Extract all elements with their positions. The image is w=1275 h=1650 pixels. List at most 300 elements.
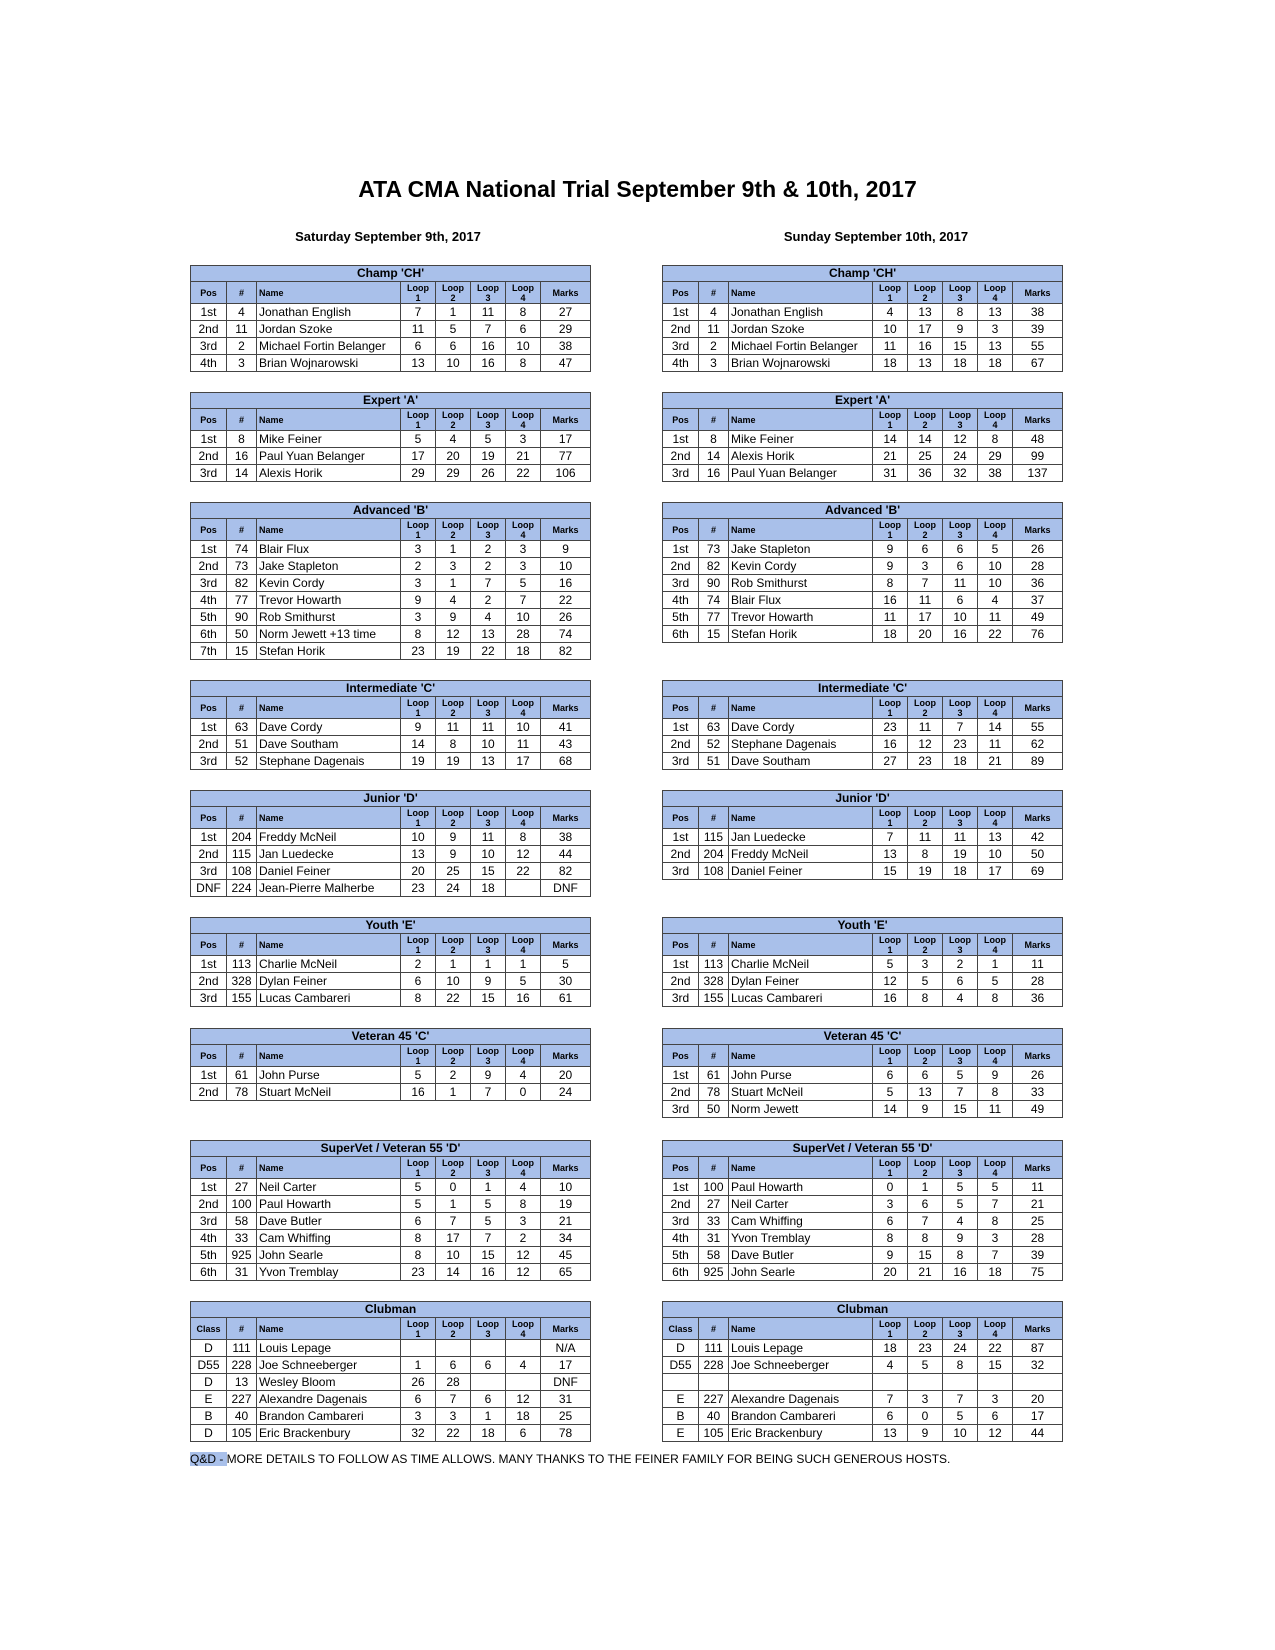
loop4-cell: 6 [506, 321, 541, 338]
column-header-loop [943, 934, 978, 956]
loop2-cell: 25 [908, 448, 943, 465]
number-cell: 2 [227, 338, 257, 355]
table-row [191, 355, 591, 372]
loop4-cell: 4 [506, 1357, 541, 1374]
loop4-cell: 8 [506, 829, 541, 846]
loop2-cell: 3 [908, 1391, 943, 1408]
column-header-loop [506, 1157, 541, 1179]
loop2-cell: 8 [908, 990, 943, 1007]
number-cell: 15 [699, 626, 729, 643]
loop1-cell: 0 [873, 1179, 908, 1196]
loop1-cell: 8 [873, 575, 908, 592]
loop4-cell: 9 [978, 1067, 1013, 1084]
table-row [663, 1196, 1063, 1213]
loop3-cell: 9 [943, 321, 978, 338]
position-cell: 7th [191, 643, 227, 660]
loop2-cell: 20 [908, 626, 943, 643]
loop2-cell: 5 [908, 973, 943, 990]
marks-cell: 38 [541, 338, 591, 355]
column-header-number: # [227, 1318, 257, 1340]
table-row [663, 355, 1063, 372]
column-header-name: Name [257, 807, 401, 829]
column-header-number: # [699, 697, 729, 719]
column-header-loop [401, 1045, 436, 1067]
position-cell: 4th [191, 355, 227, 372]
marks-cell: 11 [1013, 956, 1063, 973]
marks-cell: 22 [541, 592, 591, 609]
column-header-name: Name [257, 282, 401, 304]
column-header-number: # [227, 282, 257, 304]
loop3-cell: 7 [471, 1084, 506, 1101]
loop-label: Loop [984, 519, 1006, 530]
loop2-cell: 17 [908, 609, 943, 626]
category-title: Advanced 'B' [663, 503, 1063, 519]
loop4-cell: 8 [506, 355, 541, 372]
marks-cell [1013, 1374, 1063, 1391]
column-header-loop [873, 409, 908, 431]
position-cell: 2nd [663, 1196, 699, 1213]
marks-cell: 42 [1013, 829, 1063, 846]
loop2-cell: 15 [908, 1247, 943, 1264]
loop3-cell: 9 [471, 973, 506, 990]
name-cell: Daniel Feiner [729, 863, 873, 880]
loop-label: Loop [407, 282, 429, 293]
loop4-cell: 13 [978, 338, 1013, 355]
number-cell: 113 [699, 956, 729, 973]
saturday-results-table [190, 1028, 591, 1101]
loop-number: 3 [485, 817, 491, 828]
table-row [191, 1357, 591, 1374]
loop1-cell: 23 [401, 1264, 436, 1281]
loop4-cell: 18 [978, 355, 1013, 372]
loop3-cell: 22 [471, 643, 506, 660]
loop2-cell: 5 [908, 1357, 943, 1374]
table-row [191, 1196, 591, 1213]
number-cell: 115 [699, 829, 729, 846]
number-cell: 108 [699, 863, 729, 880]
column-header-loop [401, 519, 436, 541]
column-header-marks: Marks [541, 1045, 591, 1067]
column-header-name: Name [729, 519, 873, 541]
column-header-first: Pos [191, 1045, 227, 1067]
loop4-cell: 3 [506, 431, 541, 448]
marks-cell: N/A [541, 1340, 591, 1357]
column-header-number: # [699, 1045, 729, 1067]
loop-number: 2 [922, 817, 928, 828]
name-cell: John Purse [257, 1067, 401, 1084]
column-header-loop [471, 934, 506, 956]
loop3-cell: 16 [943, 626, 978, 643]
loop4-cell [978, 1374, 1013, 1391]
position-cell: D [191, 1374, 227, 1391]
position-cell: E [191, 1391, 227, 1408]
loop2-cell: 6 [436, 338, 471, 355]
loop1-cell: 3 [401, 575, 436, 592]
loop-label: Loop [949, 409, 971, 420]
loop1-cell: 2 [401, 558, 436, 575]
loop4-cell: 11 [978, 736, 1013, 753]
saturday-results-table [190, 1140, 591, 1281]
loop-label: Loop [984, 697, 1006, 708]
number-cell: 74 [227, 541, 257, 558]
column-header-loop [873, 697, 908, 719]
loop-label: Loop [879, 697, 901, 708]
loop2-cell: 3 [908, 558, 943, 575]
loop-number: 2 [922, 292, 928, 303]
marks-cell: 82 [541, 643, 591, 660]
category-title: Intermediate 'C' [191, 681, 591, 697]
position-cell: 2nd [663, 846, 699, 863]
number-cell: 155 [227, 990, 257, 1007]
loop4-cell: 22 [506, 465, 541, 482]
column-header-first: Pos [191, 934, 227, 956]
name-cell: Lucas Cambareri [257, 990, 401, 1007]
loop2-cell: 23 [908, 753, 943, 770]
loop4-cell: 4 [506, 1179, 541, 1196]
table-row [191, 1340, 591, 1357]
position-cell: 3rd [663, 990, 699, 1007]
number-cell: 63 [227, 719, 257, 736]
name-cell: Alexis Horik [257, 465, 401, 482]
loop-label: Loop [914, 282, 936, 293]
number-cell: 4 [227, 304, 257, 321]
loop4-cell: 11 [506, 736, 541, 753]
column-header-marks: Marks [541, 807, 591, 829]
number-cell: 228 [227, 1357, 257, 1374]
position-cell: E [663, 1425, 699, 1442]
name-cell: Cam Whiffing [257, 1230, 401, 1247]
loop2-cell: 14 [436, 1264, 471, 1281]
loop2-cell: 7 [908, 575, 943, 592]
column-header-number: # [699, 1318, 729, 1340]
loop-label: Loop [949, 934, 971, 945]
loop-number: 4 [520, 1167, 526, 1178]
column-header-loop [873, 807, 908, 829]
loop3-cell: 24 [943, 1340, 978, 1357]
marks-cell: 33 [1013, 1084, 1063, 1101]
loop3-cell: 5 [471, 1213, 506, 1230]
loop2-cell: 20 [436, 448, 471, 465]
column-header-name: Name [729, 697, 873, 719]
loop-number: 4 [520, 1328, 526, 1339]
category-title: Youth 'E' [663, 918, 1063, 934]
loop4-cell: 13 [978, 829, 1013, 846]
number-cell: 105 [227, 1425, 257, 1442]
column-header-first: Pos [663, 807, 699, 829]
loop-label: Loop [477, 519, 499, 530]
name-cell: Jan Luedecke [729, 829, 873, 846]
loop-label: Loop [879, 1318, 901, 1329]
position-cell: D [191, 1425, 227, 1442]
loop-label: Loop [984, 1045, 1006, 1056]
name-cell: Dave Butler [257, 1213, 401, 1230]
marks-cell: 26 [541, 609, 591, 626]
number-cell: 40 [227, 1408, 257, 1425]
loop-label: Loop [442, 282, 464, 293]
loop4-cell: 4 [506, 1067, 541, 1084]
number-cell: 155 [699, 990, 729, 1007]
position-cell: 1st [191, 956, 227, 973]
loop3-cell: 10 [471, 736, 506, 753]
loop-number: 4 [520, 817, 526, 828]
loop-number: 2 [922, 529, 928, 540]
column-header-marks: Marks [1013, 409, 1063, 431]
loop-number: 1 [415, 1055, 421, 1066]
column-header-loop [401, 282, 436, 304]
column-header-loop [873, 282, 908, 304]
table-row [191, 1374, 591, 1391]
loop-number: 4 [992, 1167, 998, 1178]
position-cell: 3rd [191, 1213, 227, 1230]
position-cell: 4th [663, 355, 699, 372]
loop2-cell: 7 [436, 1213, 471, 1230]
loop3-cell: 5 [943, 1408, 978, 1425]
loop1-cell: 7 [873, 829, 908, 846]
loop-number: 4 [992, 944, 998, 955]
loop2-cell: 17 [436, 1230, 471, 1247]
loop-label: Loop [442, 519, 464, 530]
loop3-cell: 7 [471, 321, 506, 338]
loop3-cell [943, 1374, 978, 1391]
column-header-loop [908, 1318, 943, 1340]
name-cell: Yvon Tremblay [729, 1230, 873, 1247]
loop1-cell: 3 [401, 609, 436, 626]
name-cell: Mike Feiner [257, 431, 401, 448]
column-header-loop [436, 807, 471, 829]
column-header-first: Class [663, 1318, 699, 1340]
loop4-cell: 38 [978, 465, 1013, 482]
column-header-loop [978, 519, 1013, 541]
column-header-loop [401, 409, 436, 431]
column-header-marks: Marks [541, 697, 591, 719]
loop-label: Loop [914, 519, 936, 530]
loop3-cell: 1 [471, 1179, 506, 1196]
loop1-cell: 27 [873, 753, 908, 770]
loop-label: Loop [879, 934, 901, 945]
loop3-cell: 16 [471, 355, 506, 372]
loop2-cell: 0 [908, 1408, 943, 1425]
loop4-cell: 18 [978, 1264, 1013, 1281]
loop2-cell: 3 [436, 1408, 471, 1425]
column-header-name: Name [257, 934, 401, 956]
loop-number: 2 [450, 1167, 456, 1178]
column-header-loop [908, 409, 943, 431]
column-header-name: Name [257, 1318, 401, 1340]
name-cell: Dave Southam [257, 736, 401, 753]
column-header-marks: Marks [541, 1157, 591, 1179]
number-cell: 90 [699, 575, 729, 592]
loop2-cell: 3 [436, 558, 471, 575]
marks-cell: 39 [1013, 321, 1063, 338]
number-cell: 61 [227, 1067, 257, 1084]
number-cell: 31 [227, 1264, 257, 1281]
position-cell: 2nd [663, 973, 699, 990]
loop1-cell: 6 [873, 1408, 908, 1425]
saturday-results-table [190, 265, 591, 372]
loop-number: 1 [415, 1167, 421, 1178]
marks-cell: 19 [541, 1196, 591, 1213]
loop3-cell: 6 [471, 1357, 506, 1374]
column-header-first: Pos [663, 697, 699, 719]
loop2-cell: 13 [908, 1084, 943, 1101]
table-row [663, 956, 1063, 973]
column-header-name: Name [729, 1318, 873, 1340]
name-cell: Stuart McNeil [729, 1084, 873, 1101]
loop-label: Loop [442, 807, 464, 818]
column-header-marks: Marks [1013, 519, 1063, 541]
loop2-cell: 0 [436, 1179, 471, 1196]
loop-number: 3 [957, 1328, 963, 1339]
table-row [191, 431, 591, 448]
marks-cell: 43 [541, 736, 591, 753]
category-title: SuperVet / Veteran 55 'D' [191, 1141, 591, 1157]
category-title: Champ 'CH' [663, 266, 1063, 282]
name-cell: Eric Brackenbury [729, 1425, 873, 1442]
table-row [663, 448, 1063, 465]
loop4-cell: 22 [506, 863, 541, 880]
table-row [191, 973, 591, 990]
column-header-marks: Marks [1013, 1045, 1063, 1067]
column-header-loop [506, 409, 541, 431]
loop1-cell: 17 [401, 448, 436, 465]
loop2-cell [908, 1374, 943, 1391]
loop2-cell: 36 [908, 465, 943, 482]
loop-label: Loop [442, 934, 464, 945]
loop3-cell: 6 [943, 541, 978, 558]
column-header-number: # [227, 697, 257, 719]
loop4-cell: 3 [978, 321, 1013, 338]
name-cell: Jordan Szoke [257, 321, 401, 338]
loop1-cell: 6 [873, 1213, 908, 1230]
table-row [663, 1084, 1063, 1101]
table-row [663, 626, 1063, 643]
name-cell: Alexandre Dagenais [257, 1391, 401, 1408]
marks-cell: 25 [1013, 1213, 1063, 1230]
category-title: Junior 'D' [663, 791, 1063, 807]
number-cell: 204 [699, 846, 729, 863]
loop-number: 4 [992, 1328, 998, 1339]
loop4-cell: 5 [978, 541, 1013, 558]
position-cell: 1st [663, 541, 699, 558]
loop-number: 4 [992, 292, 998, 303]
column-header-name: Name [257, 1045, 401, 1067]
loop4-cell: 10 [506, 338, 541, 355]
column-header-loop [436, 282, 471, 304]
loop2-cell: 9 [436, 609, 471, 626]
loop3-cell: 10 [943, 609, 978, 626]
number-cell: 14 [227, 465, 257, 482]
loop2-cell: 7 [436, 1391, 471, 1408]
position-cell: 2nd [191, 558, 227, 575]
loop4-cell: 29 [978, 448, 1013, 465]
marks-cell: 26 [1013, 1067, 1063, 1084]
number-cell: 40 [699, 1408, 729, 1425]
loop-number: 4 [992, 529, 998, 540]
table-row [663, 1230, 1063, 1247]
number-cell: 228 [699, 1357, 729, 1374]
loop3-cell: 8 [943, 1247, 978, 1264]
loop-label: Loop [442, 1045, 464, 1056]
loop3-cell [471, 1374, 506, 1391]
loop2-cell: 1 [436, 1196, 471, 1213]
column-header-loop [471, 519, 506, 541]
loop-label: Loop [407, 409, 429, 420]
position-cell: 2nd [191, 973, 227, 990]
name-cell: Brandon Cambareri [729, 1408, 873, 1425]
loop-number: 1 [887, 707, 893, 718]
table-row [191, 1230, 591, 1247]
column-header-loop [401, 1157, 436, 1179]
column-header-loop [401, 807, 436, 829]
loop2-cell: 16 [908, 338, 943, 355]
loop4-cell: 22 [978, 626, 1013, 643]
position-cell: 1st [663, 956, 699, 973]
loop-label: Loop [512, 1318, 534, 1329]
loop-label: Loop [879, 282, 901, 293]
name-cell: Michael Fortin Belanger [729, 338, 873, 355]
loop-label: Loop [512, 1157, 534, 1168]
loop1-cell: 3 [401, 541, 436, 558]
name-cell: Stefan Horik [257, 643, 401, 660]
sunday-results-table [662, 265, 1063, 372]
table-row [663, 321, 1063, 338]
name-cell: Rob Smithurst [257, 609, 401, 626]
marks-cell: 30 [541, 973, 591, 990]
marks-cell: 28 [1013, 1230, 1063, 1247]
name-cell: Joe Schneeberger [729, 1357, 873, 1374]
loop4-cell: 10 [506, 719, 541, 736]
position-cell: DNF [191, 880, 227, 897]
loop4-cell: 18 [506, 643, 541, 660]
sunday-results-table [662, 680, 1063, 770]
column-header-first: Pos [191, 282, 227, 304]
loop2-cell: 19 [908, 863, 943, 880]
name-cell: Jonathan English [257, 304, 401, 321]
category-title: Clubman [191, 1302, 591, 1318]
column-header-loop [978, 934, 1013, 956]
column-header-number: # [699, 1157, 729, 1179]
column-header-loop [436, 934, 471, 956]
loop3-cell: 10 [471, 846, 506, 863]
table-row [663, 863, 1063, 880]
saturday-results-table [190, 1301, 591, 1442]
position-cell: 4th [191, 1230, 227, 1247]
table-row [191, 829, 591, 846]
number-cell: 27 [227, 1179, 257, 1196]
position-cell: 3rd [191, 465, 227, 482]
number-cell: 100 [699, 1179, 729, 1196]
number-cell: 78 [227, 1084, 257, 1101]
marks-cell: 45 [541, 1247, 591, 1264]
name-cell: Freddy McNeil [257, 829, 401, 846]
table-row [191, 753, 591, 770]
loop-number: 3 [957, 419, 963, 430]
loop4-cell: 12 [506, 1264, 541, 1281]
loop2-cell: 7 [908, 1213, 943, 1230]
table-row [191, 990, 591, 1007]
table-row [663, 1179, 1063, 1196]
name-cell: Charlie McNeil [729, 956, 873, 973]
loop-label: Loop [477, 1157, 499, 1168]
number-cell: 58 [227, 1213, 257, 1230]
loop-label: Loop [512, 1045, 534, 1056]
number-cell: 78 [699, 1084, 729, 1101]
loop4-cell: 6 [978, 1408, 1013, 1425]
loop1-cell: 9 [873, 541, 908, 558]
loop3-cell: 8 [943, 1357, 978, 1374]
loop3-cell: 23 [943, 736, 978, 753]
column-header-loop [978, 1045, 1013, 1067]
